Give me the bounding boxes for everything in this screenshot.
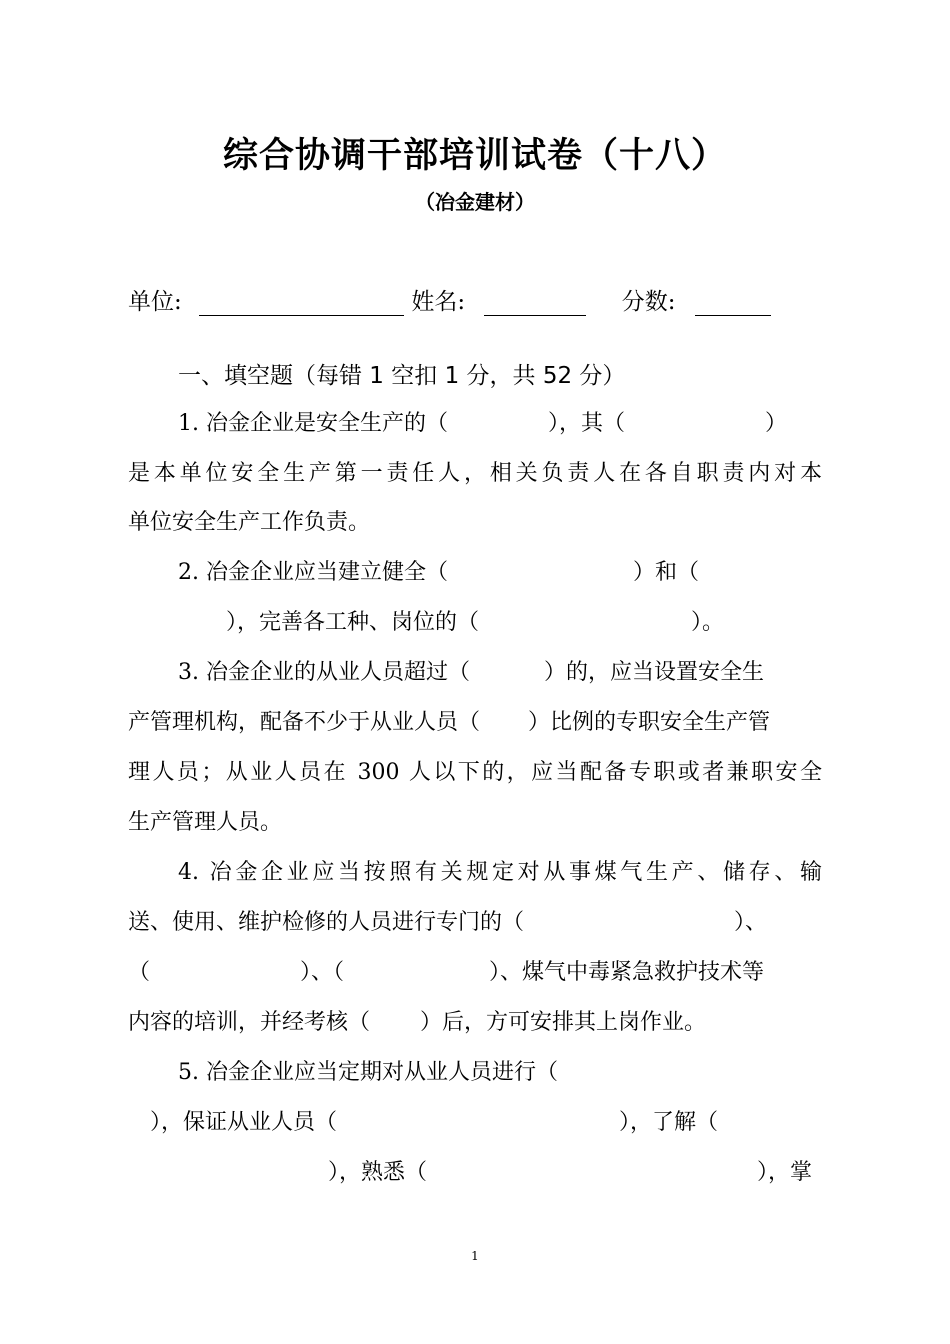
q3-line-4: 生产管理人员。 <box>128 810 283 835</box>
name-field[interactable] <box>484 289 586 316</box>
q1-line-2: 是本单位安全生产第一责任人，相关负责人在各自职责内对本 <box>128 461 822 486</box>
info-row <box>128 283 771 316</box>
q3-line-1: 3. 冶金企业的从业人员超过（ ）的，应当设置安全生 <box>178 660 764 685</box>
q1-line-3: 单位安全生产工作负责。 <box>128 510 371 535</box>
score-label: 分数: <box>621 289 676 315</box>
page-title: 综合协调干部培训试卷（十八） <box>222 136 727 176</box>
q4-line-2: 送、使用、维护检修的人员进行专门的（ ）、 <box>128 910 768 935</box>
q1-line-1: 1. 冶金企业是安全生产的（ ），其（ ） <box>178 411 788 436</box>
q3-line-3: 理人员；从业人员在 300 人以下的，应当配备专职或者兼职安全 <box>128 760 822 785</box>
page-subtitle: （冶金建材） <box>415 190 535 214</box>
name-label: 姓名: <box>411 289 466 315</box>
q5-line-2: ），保证从业人员（ ），了解（ <box>150 1110 719 1135</box>
q4-line-3: （ ）、（ ）、煤气中毒紧急救护技术等 <box>128 960 765 985</box>
q3-line-2: 产管理机构，配备不少于从业人员（ ）比例的专职安全生产管 <box>128 710 771 735</box>
q2-line-2: ），完善各工种、岗位的（ ）。 <box>226 610 725 635</box>
unit-field[interactable] <box>199 289 404 316</box>
score-field[interactable] <box>695 289 771 316</box>
unit-label: 单位: <box>128 289 182 315</box>
q4-line-4: 内容的培训，并经考核（ ）后，方可安排其上岗作业。 <box>128 1010 707 1035</box>
q5-line-1: 5. 冶金企业应当定期对从业人员进行（ <box>178 1060 558 1085</box>
q5-line-3: ），熟悉（ ），掌 <box>328 1160 813 1185</box>
q2-line-1: 2. 冶金企业应当建立健全（ ）和（ <box>178 560 699 585</box>
q4-line-1: 4. 冶金企业应当按照有关规定对从事煤气生产、储存、输 <box>178 860 822 885</box>
section-heading: 一、填空题（每错 1 空扣 1 分，共 52 分） <box>178 363 626 389</box>
page-number: 1 <box>471 1249 479 1263</box>
